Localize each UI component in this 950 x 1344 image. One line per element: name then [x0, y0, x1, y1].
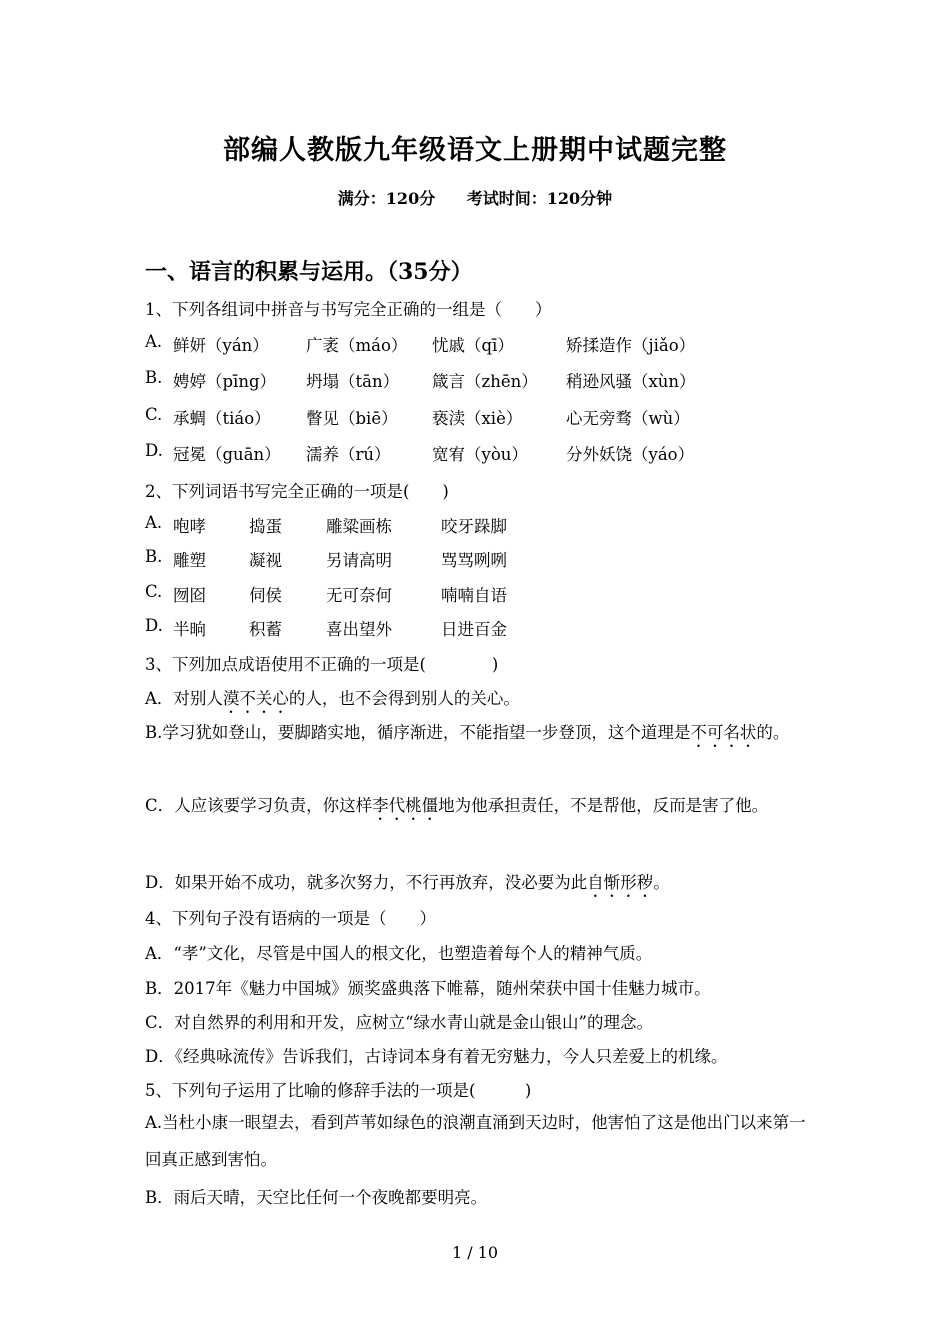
question-2-stem: 2、下列词语书写完全正确的一项是( ) — [145, 482, 449, 501]
question-3-option-d: D．如果开始不成功，就多次努力，不行再放弃，没必要为此自惭形秽。 — [145, 873, 670, 892]
question-4-stem: 4、下列句子没有语病的一项是（ ） — [145, 909, 436, 928]
question-4-option-d: D．《经典咏流传》告诉我们，古诗词本身有着无穷魅力，今人只差爱上的机缘。 — [145, 1047, 728, 1066]
question-3-option-b: B.学习犹如登山，要脚踏实地，循序渐进，不能指望一步登顶，这个道理是不可名状的。 — [145, 723, 790, 742]
question-4-option-b: B．2017年《魅力中国城》颁奖盛典落下帷幕，随州荣获中国十佳魅力城市。 — [145, 979, 711, 998]
question-5-stem: 5、下列句子运用了比喻的修辞手法的一项是( ) — [145, 1081, 532, 1100]
dotted-idiom: 不可名状 — [690, 723, 757, 742]
section-heading: 一、语言的积累与运用。（35分） — [145, 259, 473, 285]
question-5-option-b: B．雨后天晴，天空比任何一个夜晚都要明亮。 — [145, 1188, 488, 1207]
page-number: 1 / 10 — [451, 1243, 499, 1262]
exam-time: 考试时间：120分钟 — [466, 189, 613, 208]
dotted-idiom: 自惭形秽 — [587, 873, 654, 892]
exam-info — [0, 186, 950, 209]
question-1-stem: 1、下列各组词中拼音与书写完全正确的一组是（ ） — [145, 300, 552, 319]
question-3-stem: 3、下列加点成语使用不正确的一项是( ) — [145, 655, 499, 674]
dotted-idiom: 李代桃僵 — [372, 796, 439, 815]
page-title: 部编人教版九年级语文上册期中试题完整 — [223, 135, 727, 166]
question-5-option-a: A.当杜小康一眼望去，看到芦苇如绿色的浪潮直涌到天边时，他害怕了这是他出门以来第一回真正感到害怕。 — [145, 1113, 806, 1169]
question-4-option-c: C．对自然界的利用和开发，应树立“绿水青山就是金山银山”的理念。 — [145, 1013, 653, 1032]
question-3-option-a: A．对别人漠不关心的人，也不会得到别人的关心。 — [145, 689, 520, 708]
full-score: 满分：120分 — [337, 189, 436, 208]
dotted-idiom: 漠不关心 — [222, 689, 289, 708]
question-4-option-a: A．“孝”文化，尽管是中国人的根文化，也塑造着每个人的精神气质。 — [145, 944, 653, 963]
question-3-option-c: C．人应该要学习负责，你这样李代桃僵地为他承担责任，不是帮他，反而是害了他。 — [145, 796, 769, 815]
